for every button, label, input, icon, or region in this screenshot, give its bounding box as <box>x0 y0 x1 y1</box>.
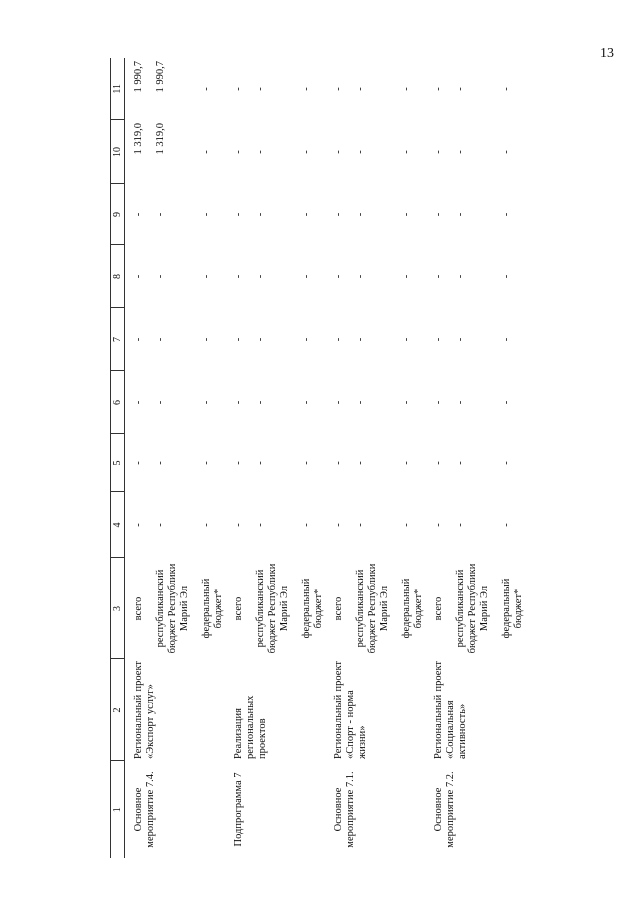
value-cell: - <box>333 337 344 342</box>
value-cell: - <box>501 523 512 527</box>
value-cell: - <box>233 274 244 279</box>
column-header: 6 <box>111 371 125 434</box>
value-cell: - <box>333 523 344 527</box>
value-cell: 1 319,0 <box>155 123 166 155</box>
value-cell: - <box>355 212 366 217</box>
value-cell: - <box>301 400 312 405</box>
value-cell: - <box>155 523 166 527</box>
value-cell: - <box>255 274 266 279</box>
column-header: 2 <box>111 659 125 761</box>
section-title-word: проект <box>333 661 344 692</box>
column-header: 5 <box>111 434 125 492</box>
value-cell: - <box>355 400 366 405</box>
section-number-cell: Подпрограмма 7 <box>233 772 244 847</box>
value-cell: - <box>201 87 212 91</box>
section-title-cell <box>425 659 525 761</box>
value-cell: - <box>433 523 444 527</box>
value-cell: - <box>133 212 144 217</box>
value-cell: - <box>233 87 244 91</box>
value-cell: - <box>333 212 344 217</box>
column-header: 10 <box>111 120 125 184</box>
value-cell: - <box>433 461 444 465</box>
value-cell: - <box>255 400 266 405</box>
value-cell: - <box>501 461 512 465</box>
value-cell: - <box>255 461 266 465</box>
value-cell: - <box>333 274 344 279</box>
column-header: 8 <box>111 245 125 308</box>
value-cell: - <box>155 461 166 465</box>
value-cell: - <box>355 274 366 279</box>
value-cell: - <box>155 337 166 342</box>
value-cell: - <box>355 461 366 465</box>
value-cell: - <box>233 150 244 154</box>
section-title-name: «Экспорт услуг» <box>145 684 156 759</box>
rotated-table-container <box>110 58 540 858</box>
value-cell: - <box>133 523 144 527</box>
value-cell: - <box>501 212 512 217</box>
section-title-word: проект <box>433 661 444 692</box>
value-cell: - <box>501 400 512 405</box>
value-cell: - <box>301 212 312 217</box>
value-cell: - <box>401 150 412 154</box>
value-cell: - <box>133 461 144 465</box>
value-cell: - <box>433 87 444 91</box>
value-cell: - <box>501 337 512 342</box>
value-cell: - <box>355 337 366 342</box>
value-cell: - <box>333 461 344 465</box>
value-cell: - <box>133 337 144 342</box>
value-cell: - <box>155 400 166 405</box>
value-cell: - <box>455 87 466 91</box>
value-cell: - <box>433 274 444 279</box>
section-title-cell <box>225 659 325 761</box>
value-cell: - <box>401 87 412 91</box>
value-cell: - <box>455 337 466 342</box>
section-title-word: Реализация <box>233 708 244 759</box>
value-cell: - <box>233 523 244 527</box>
value-cell: - <box>455 523 466 527</box>
table-row <box>325 58 345 858</box>
value-cell: - <box>433 337 444 342</box>
column-header: 7 <box>111 308 125 371</box>
section-title-line <box>233 661 245 759</box>
funding-source-label: всего <box>433 596 444 621</box>
value-cell: - <box>401 274 412 279</box>
section-title-line <box>433 661 445 759</box>
value-cell: - <box>233 461 244 465</box>
table-row <box>425 58 445 858</box>
value-cell: - <box>233 212 244 217</box>
value-cell: - <box>401 212 412 217</box>
column-header: 11 <box>111 58 125 120</box>
value-cell: - <box>401 523 412 527</box>
value-cell: - <box>301 337 312 342</box>
funding-source-label: всего <box>133 596 144 621</box>
value-cell: - <box>433 212 444 217</box>
section-title-cell <box>125 659 226 761</box>
section-title-word: проект <box>133 661 144 692</box>
value-cell: - <box>433 400 444 405</box>
section-title-cell <box>325 659 425 761</box>
section-title-name: региональных проектов <box>245 695 268 759</box>
section-title-word: Региональный <box>133 694 144 759</box>
column-header: 1 <box>111 761 125 858</box>
funding-source-label: федеральный бюджет* <box>201 578 224 639</box>
value-cell: - <box>433 150 444 154</box>
value-cell: - <box>255 150 266 154</box>
value-cell: - <box>255 212 266 217</box>
value-cell: - <box>201 523 212 527</box>
value-cell: - <box>333 400 344 405</box>
funding-source-label: федеральный бюджет* <box>301 578 324 639</box>
section-title-line <box>333 661 345 759</box>
value-cell: - <box>355 150 366 154</box>
funding-source-label: республиканский бюджет Республики Марий Эл <box>155 563 190 654</box>
header-row <box>111 58 125 858</box>
section-number-cell: Основное мероприятие 7.2. <box>433 771 456 848</box>
value-cell: - <box>233 337 244 342</box>
value-cell: - <box>201 400 212 405</box>
value-cell: - <box>133 274 144 279</box>
section-title-name: «Спорт - норма жизни» <box>345 690 368 759</box>
column-header: 3 <box>111 558 125 659</box>
funding-source-label: всего <box>333 596 344 621</box>
value-cell: - <box>501 274 512 279</box>
value-cell: - <box>401 461 412 465</box>
value-cell: - <box>401 337 412 342</box>
value-cell: - <box>455 274 466 279</box>
value-cell: 1 990,7 <box>133 61 144 93</box>
value-cell: - <box>333 87 344 91</box>
value-cell: - <box>455 150 466 154</box>
value-cell: - <box>301 150 312 154</box>
page-number: 13 <box>600 46 614 61</box>
value-cell: - <box>255 87 266 91</box>
value-cell: - <box>455 400 466 405</box>
value-cell: - <box>355 87 366 91</box>
value-cell: - <box>501 87 512 91</box>
value-cell: - <box>333 150 344 154</box>
value-cell: - <box>233 400 244 405</box>
section-title-line <box>133 661 145 759</box>
value-cell: - <box>133 400 144 405</box>
section-title-word: Региональный <box>333 694 344 759</box>
section-number-cell: Основное мероприятие 7.1. <box>333 771 356 848</box>
funding-source-label: республиканский бюджет Республики Марий Эл <box>455 563 490 654</box>
value-cell: - <box>301 461 312 465</box>
value-cell: - <box>401 400 412 405</box>
value-cell: - <box>201 337 212 342</box>
funding-source-label: республиканский бюджет Республики Марий Эл <box>355 563 390 654</box>
table-body <box>125 58 526 858</box>
value-cell: - <box>201 274 212 279</box>
value-cell: - <box>155 212 166 217</box>
value-cell: - <box>155 274 166 279</box>
value-cell: - <box>355 523 366 527</box>
value-cell: - <box>201 150 212 154</box>
value-cell: 1 990,7 <box>155 61 166 93</box>
value-cell: - <box>255 337 266 342</box>
section-title-word: Региональный <box>433 694 444 759</box>
table-row <box>125 58 146 858</box>
value-cell: 1 319,0 <box>133 123 144 155</box>
value-cell: - <box>501 150 512 154</box>
budget-table <box>110 58 525 858</box>
value-cell: - <box>255 523 266 527</box>
funding-source-label: федеральный бюджет* <box>501 578 524 639</box>
value-cell: - <box>301 87 312 91</box>
value-cell: - <box>201 461 212 465</box>
column-header: 4 <box>111 492 125 558</box>
value-cell: - <box>301 274 312 279</box>
value-cell: - <box>201 212 212 217</box>
value-cell: - <box>455 461 466 465</box>
funding-source-label: федеральный бюджет* <box>401 578 424 639</box>
section-number-cell: Основное мероприятие 7.4. <box>133 771 156 848</box>
section-title-name: «Социальная активность» <box>445 700 468 759</box>
value-cell: - <box>455 212 466 217</box>
funding-source-label: всего <box>233 596 244 621</box>
funding-source-label: республиканский бюджет Республики Марий Эл <box>255 563 290 654</box>
value-cell: - <box>301 523 312 527</box>
column-header: 9 <box>111 184 125 245</box>
table-row <box>225 58 245 858</box>
